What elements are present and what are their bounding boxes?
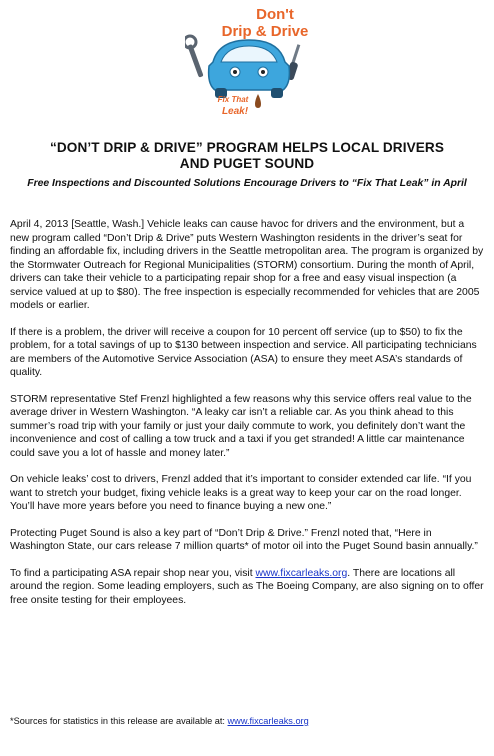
dont-drip-drive-logo xyxy=(185,4,315,116)
paragraph-5: Protecting Puget Sound is also a key part of “Don’t Drip & Drive.” Frenzl noted that, “Here in Washington State, our cars release 7 million quarts* of motor oil into the Puget Sound basin annually.” xyxy=(10,527,478,552)
article-body xyxy=(10,218,484,620)
car-logo-icon xyxy=(185,4,315,116)
footnote xyxy=(10,716,484,726)
footnote-link[interactable]: www.fixcarleaks.org xyxy=(227,716,309,726)
wrench-icon xyxy=(185,36,204,78)
logo-line2: Drip & Drive xyxy=(221,23,309,40)
paragraph-1: April 4, 2013 [Seattle, Wash.] Vehicle leaks can cause havoc for drivers and the environment, but a new program called “Don’t Drip & Drive” puts Western Washington residents in the driver’s seat for finding an affordable fix, including drivers in the Seattle metropolitan area. The program is organized by the Stormwater Outreach for Regional Municipalities (STORM) consortium. During the month of April, drivers can take their vehicle to a participating repair shop for a free and easy visual inspection (a service valued at up to $80). The free inspection is especially recommended for vehicles that are 2005 models or earlier. xyxy=(10,219,484,311)
paragraph-3: STORM representative Stef Frenzl highlighted a few reasons why this service offers real value to the average driver in Western Washington. “A leaky car isn’t a reliable car. As you think ahead to this summer’s road trip with your family or just your daily commute to work, you definitely don’t want the inconvenience and cost of calling a tow truck and a taxi if you get stranded! A little car maintenance could save you a lot of hassle and money later.” xyxy=(10,393,472,459)
paragraph-6 xyxy=(10,567,484,608)
logo-tag2: Leak! xyxy=(221,106,249,116)
fixcarleaks-link[interactable]: www.fixcarleaks.org xyxy=(255,567,348,579)
logo-tag1: Fix That xyxy=(217,95,249,104)
headline xyxy=(20,140,474,172)
logo-line1: Don't xyxy=(256,6,294,23)
headline-line1: “DON’T DRIP & DRIVE” PROGRAM HELPS LOCAL DRIVERS xyxy=(49,140,445,155)
oil-drip-icon xyxy=(255,94,261,108)
paragraph-6-after: . There are locations all around the region. Some leading employers, such as The Boeing Company, are also signing on to offer free onsite testing for their employees. xyxy=(10,567,484,606)
subheadline: Free Inspections and Discounted Solutions Encourage Drivers to “Fix That Leak” in April xyxy=(27,178,467,189)
paragraph-6-before: To find a participating ASA repair shop near you, visit xyxy=(10,567,256,579)
paragraph-4: On vehicle leaks’ cost to drivers, Frenzl added that it’s important to consider extended car life. “If you want to stretch your budget, fixing vehicle leaks is a great way to keep your car on the road longer. You’ll have more years before you need to finance buying a new one.” xyxy=(10,474,472,512)
paragraph-2: If there is a problem, the driver will receive a coupon for 10 percent off service (up to $50) to fix the problem, for a total savings of up to $130 between inspection and service. All participating technicians are members of the Automotive Service Association (ASA) to ensure they meet ASA’s standards of quality. xyxy=(10,326,477,378)
headline-line2: AND PUGET SOUND xyxy=(179,156,315,171)
footnote-text: *Sources for statistics in this release are available at: xyxy=(10,716,228,726)
car-icon xyxy=(209,40,290,98)
